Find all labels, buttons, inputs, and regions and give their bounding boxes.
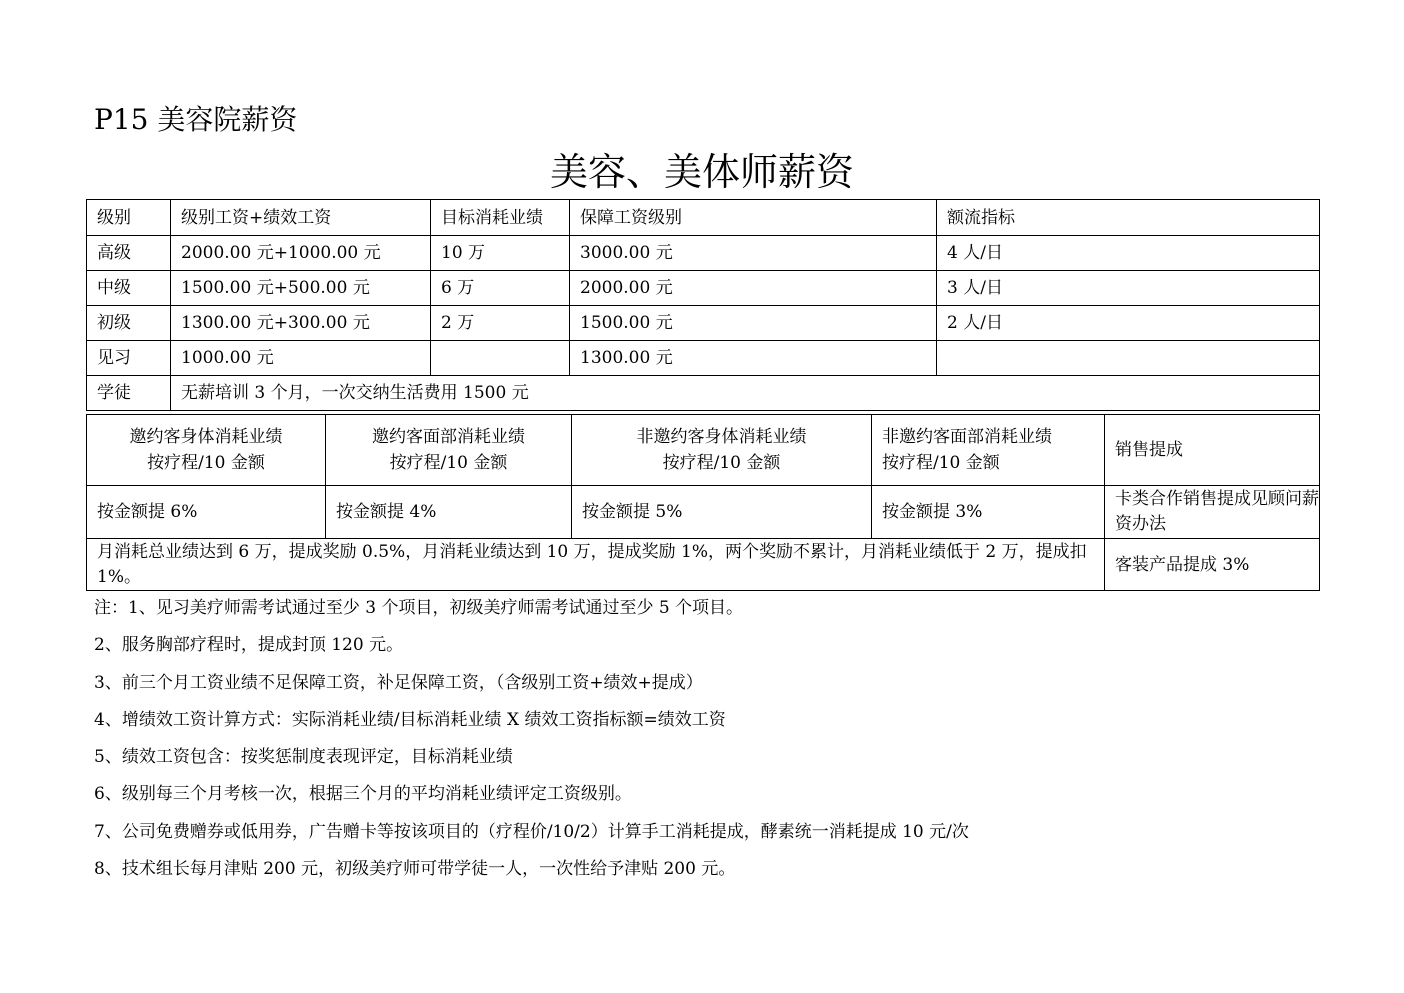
header-cell: 级别 <box>87 200 171 236</box>
quota-cell <box>937 341 1320 376</box>
note-item: 注：1、见习美疗师需考试通过至少 3 个项目，初级美疗师需考试通过至少 5 个项目。 <box>94 598 744 618</box>
header-cell: 目标消耗业绩 <box>431 200 570 236</box>
commission-header-cell <box>87 415 326 486</box>
header-line: 按疗程/10 金额 <box>662 453 781 473</box>
header-cell: 级别工资+绩效工资 <box>171 200 431 236</box>
note-item: 3、前三个月工资业绩不足保障工资，补足保障工资，（含级别工资+绩效+提成） <box>94 672 703 693</box>
guarantee-cell: 3000.00 元 <box>570 236 937 271</box>
table-row-apprentice <box>87 376 1320 411</box>
commission-header-cell <box>326 415 572 486</box>
header-line: 邀约客身体消耗业绩 <box>129 427 283 447</box>
page-heading: P15 美容院薪资 <box>94 103 298 136</box>
commission-rate-row <box>87 486 1320 539</box>
note-item: 2、服务胸部疗程时，提成封顶 120 元。 <box>94 635 404 656</box>
target-cell: 10 万 <box>431 236 570 271</box>
product-sales-cell: 客装产品提成 3% <box>1105 539 1320 591</box>
notes-list <box>94 593 969 891</box>
target-cell: 6 万 <box>431 271 570 306</box>
quota-cell: 3 人/日 <box>937 271 1320 306</box>
guarantee-cell: 2000.00 元 <box>570 271 937 306</box>
guarantee-cell: 1500.00 元 <box>570 306 937 341</box>
level-cell: 学徒 <box>87 376 171 411</box>
level-cell: 中级 <box>87 271 171 306</box>
header-line: 按疗程/10 金额 <box>389 453 508 473</box>
table-header-row <box>87 200 1320 236</box>
table-row <box>87 271 1320 306</box>
header-line: 按疗程/10 金额 <box>147 453 265 473</box>
wage-cell: 1500.00 元+500.00 元 <box>171 271 431 306</box>
header-cell: 保障工资级别 <box>570 200 937 236</box>
note-item: 6、级别每三个月考核一次，根据三个月的平均消耗业绩评定工资级别。 <box>94 784 632 805</box>
level-cell: 初级 <box>87 306 171 341</box>
rate-cell: 按金额提 6% <box>87 486 326 539</box>
card-sales-cell: 卡类合作销售提成见顾问薪资办法 <box>1105 486 1320 539</box>
wage-cell: 2000.00 元+1000.00 元 <box>171 236 431 271</box>
target-cell: 2 万 <box>431 306 570 341</box>
bonus-rule-row <box>87 539 1320 591</box>
commission-header-cell <box>572 415 872 486</box>
target-cell <box>431 341 570 376</box>
wage-cell: 1000.00 元 <box>171 341 431 376</box>
header-cell: 额流指标 <box>937 200 1320 236</box>
note-item: 4、增绩效工资计算方式：实际消耗业绩/目标消耗业绩 X 绩效工资指标额=绩效工资 <box>94 709 726 730</box>
note-item: 5、绩效工资包含：按奖惩制度表现评定，目标消耗业绩 <box>94 747 513 768</box>
note-item: 7、公司免费赠券或低用券，广告赠卡等按该项目的（疗程价/10/2）计算手工消耗提成，酵素统一消耗提成 10 元/次 <box>94 821 969 842</box>
rate-cell: 按金额提 5% <box>572 486 872 539</box>
commission-header-row <box>87 415 1320 486</box>
table-row <box>87 236 1320 271</box>
header-line: 邀约客面部消耗业绩 <box>372 427 525 447</box>
rate-cell: 按金额提 3% <box>872 486 1105 539</box>
quota-cell: 2 人/日 <box>937 306 1320 341</box>
level-cell: 见习 <box>87 341 171 376</box>
commission-header-cell <box>872 415 1105 486</box>
wage-cell: 1300.00 元+300.00 元 <box>171 306 431 341</box>
header-line: 按疗程/10 金额 <box>882 453 1000 473</box>
quota-cell: 4 人/日 <box>937 236 1320 271</box>
bonus-rule-cell: 月消耗总业绩达到 6 万，提成奖励 0.5%，月消耗业绩达到 10 万，提成奖励 1%，两个奖励不累计，月消耗业绩低于 2 万，提成扣 1%。 <box>87 539 1105 591</box>
apprentice-description: 无薪培训 3 个月，一次交纳生活费用 1500 元 <box>171 376 1320 411</box>
header-line: 非邀约客面部消耗业绩 <box>882 427 1052 447</box>
commission-table <box>86 414 1320 591</box>
sales-header-cell: 销售提成 <box>1105 415 1320 486</box>
document-title: 美容、美体师薪资 <box>549 150 854 194</box>
note-item: 8、技术组长每月津贴 200 元，初级美疗师可带学徒一人，一次性给予津贴 200 元。 <box>94 859 736 880</box>
guarantee-cell: 1300.00 元 <box>570 341 937 376</box>
level-cell: 高级 <box>87 236 171 271</box>
header-line: 非邀约客身体消耗业绩 <box>636 427 807 447</box>
rate-cell: 按金额提 4% <box>326 486 572 539</box>
table-row <box>87 341 1320 376</box>
table-row <box>87 306 1320 341</box>
salary-level-table <box>86 199 1320 411</box>
